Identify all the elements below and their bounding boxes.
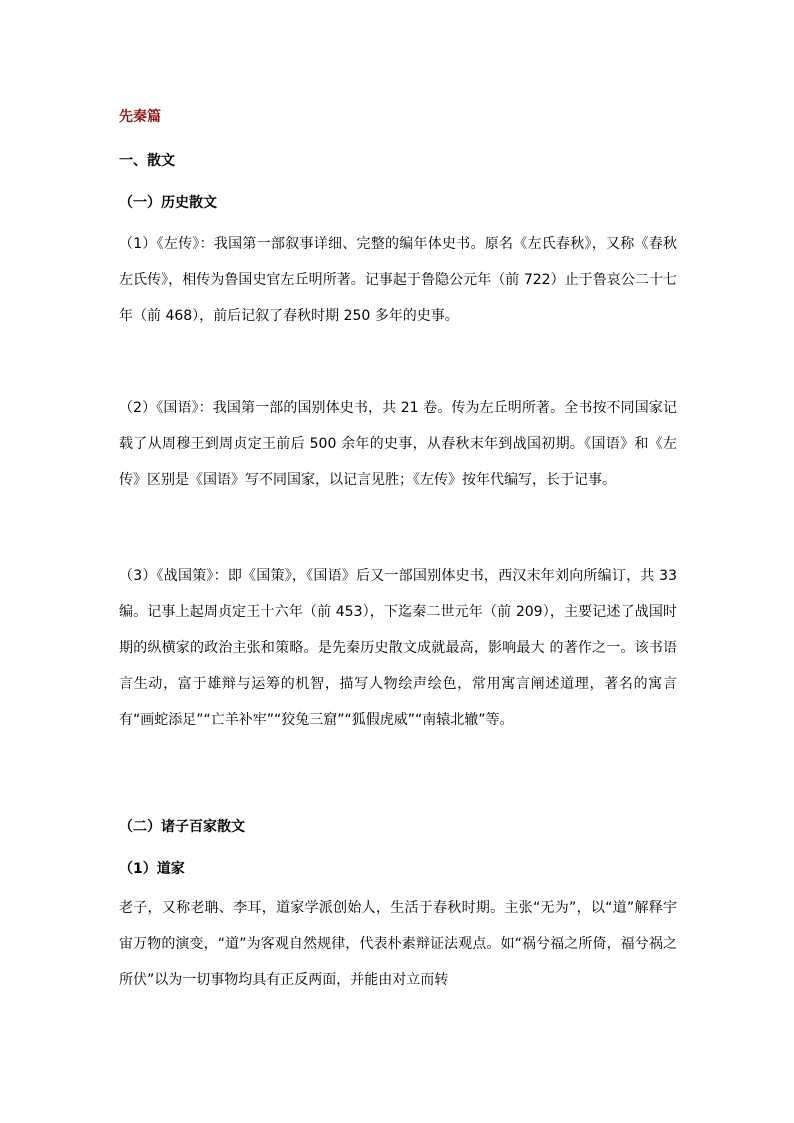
document-title: 先秦篇 bbox=[119, 109, 161, 125]
paragraph-zuozhuan: （1）《左传》：我国第一部叙事详细、完整的编年体史书。原名《左氏春秋》，又称《春秋左氏传》，相传为鲁国史官左丘明所著。记事起于鲁隐公元年（前 722）止于鲁哀公二十七年（前 468），前后记叙了春秋时期 250 多年的史事。 bbox=[119, 236, 677, 324]
section-heading-prose: 一、散文 bbox=[119, 153, 175, 169]
paragraph-daoism: 老子，又称老聃、李耳，道家学派创始人，生活于春秋时期。主张“无为”，以“道”解释宇宙万物的演变，“道”为客观自然规律，代表朴素辩证法观点。如“祸兮福之所倚，福兮祸之所伏”以为一切事物均具有正反两面，并能由对立而转 bbox=[119, 900, 677, 988]
subsection-heading-history-prose: （一）历史散文 bbox=[119, 195, 217, 211]
subheading-daoism: （1）道家 bbox=[119, 861, 185, 877]
paragraph-zhanguoce: （3）《战国策》：即《国策》，《国语》后又一部国别体史书，西汉末年刘向所编订，共 33 编。记事上起周贞定王十六年（前 453），下迄秦二世元年（前 209），主要记述了战国时期的纵横家的政治主张和策略。是先秦历史散文成就最高，影响最大 的著作之一。该书语言生动，富于雄辩与运筹的机智，描写人物绘声绘色，常用寓言阐述道理，著名的寓言有“画蛇添足”“亡羊补牢”“狡兔三窟”“狐假虎威”“南辕北辙”等。 bbox=[119, 568, 677, 728]
paragraph-guoyu: （2）《国语》：我国第一部的国别体史书，共 21 卷。传为左丘明所著。全书按不同国家记载了从周穆王到周贞定王前后 500 余年的史事，从春秋末年到战国初期。《国语》和《左传》区别是《国语》写不同国家，以记言见胜；《左传》按年代编写，长于记事。 bbox=[119, 400, 677, 488]
subsection-heading-hundred-schools: （二）诸子百家散文 bbox=[119, 819, 245, 835]
